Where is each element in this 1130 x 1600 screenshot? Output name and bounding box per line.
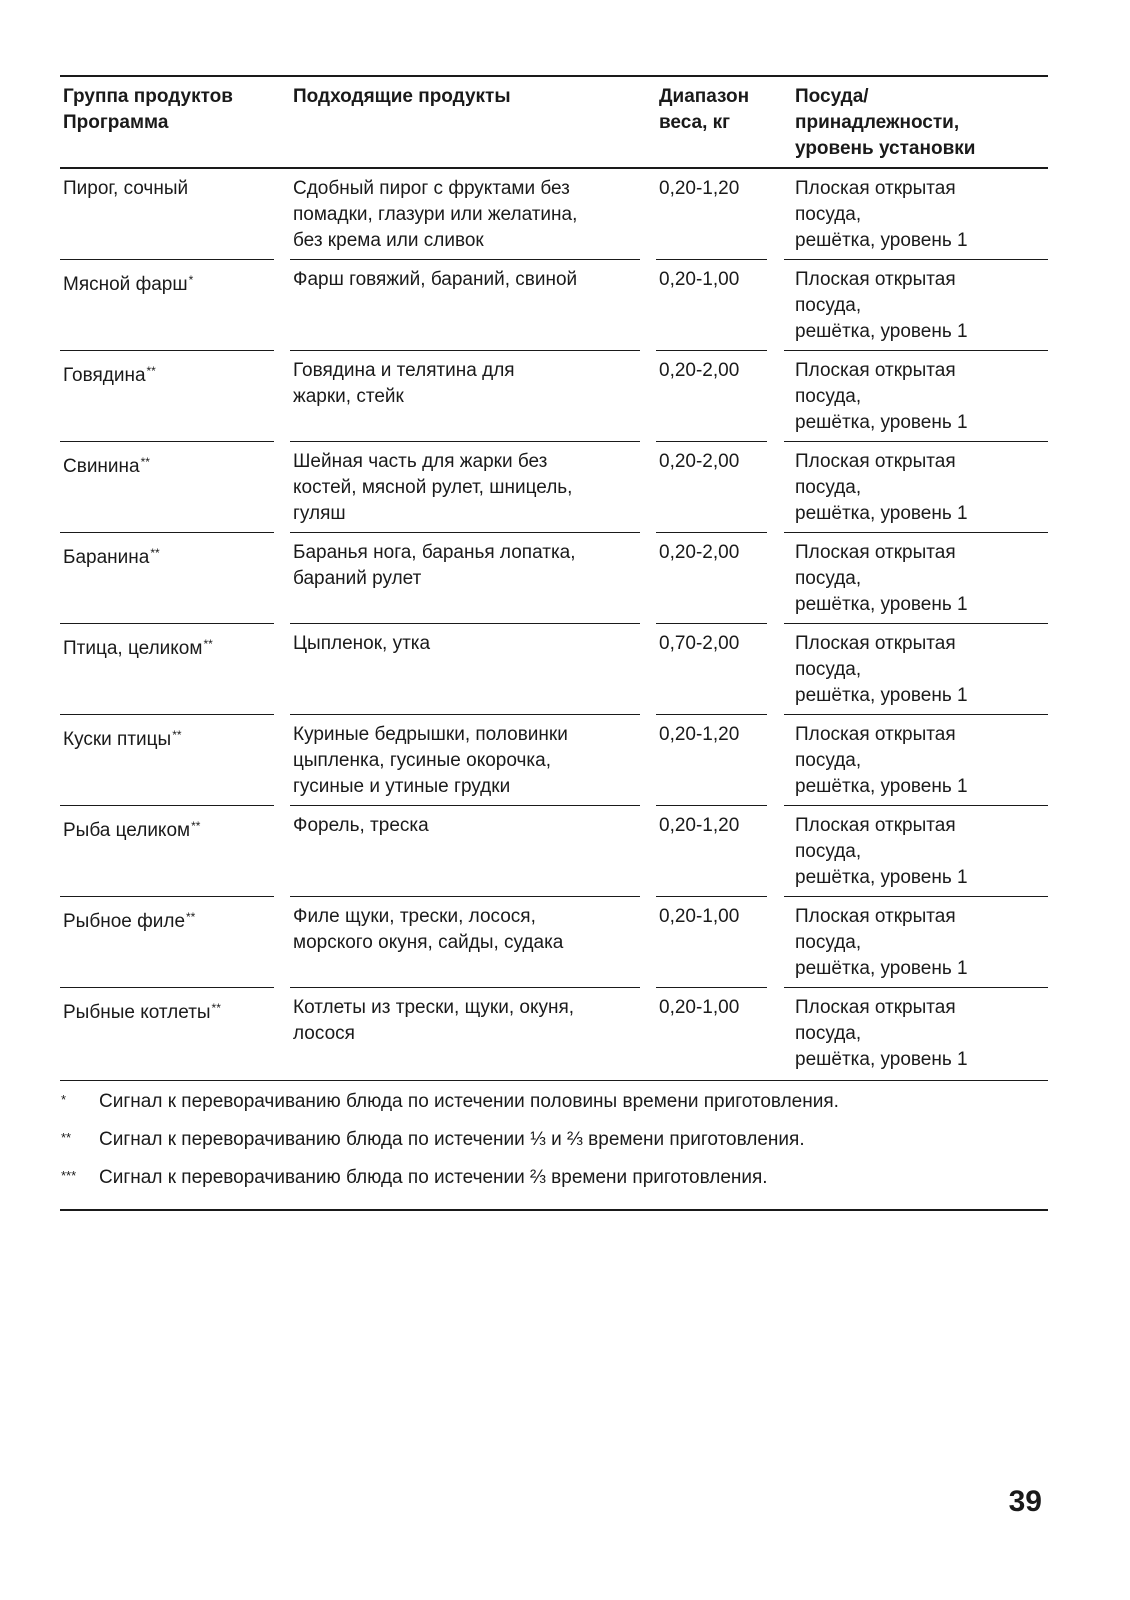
footnote-mark: **: [211, 1001, 221, 1015]
header-dish-line: Посуда/: [795, 86, 869, 107]
table-body: [60, 169, 1048, 1081]
row-group: [63, 904, 275, 935]
row-dish: Плоская открытая посуда, решётка, уровень 1: [795, 815, 968, 888]
table-row: [60, 442, 1048, 533]
row-group: [63, 995, 275, 1026]
row-dish: Плоская открытая посуда, решётка, уровень 1: [795, 178, 968, 251]
row-group: [63, 267, 275, 298]
row-products: Куриные бедрышки, половинки цыпленка, гусиные окорочка, гусиные и утиные грудки: [293, 724, 568, 797]
header-products-line: Подходящие продукты: [293, 86, 511, 107]
row-products: Котлеты из трески, щуки, окуня, лосося: [293, 997, 575, 1044]
footnote: [60, 1127, 1048, 1165]
group-name: Мясной фарш: [63, 274, 188, 295]
group-name: Говядина: [63, 365, 146, 386]
table-header: [60, 75, 1048, 169]
row-weight-range: 0,20-2,00: [659, 360, 740, 381]
footnote-mark: **: [146, 364, 156, 378]
row-group: [63, 813, 275, 844]
header-group-line: Группа продуктов: [63, 86, 233, 107]
group-name: Баранина: [63, 547, 150, 568]
footnote-text: Сигнал к переворачиванию блюда по истечении половины времени приготовления.: [99, 1091, 839, 1112]
header-range: [659, 84, 777, 136]
group-name: Рыба целиком: [63, 820, 191, 841]
row-weight-range: 0,20-1,20: [659, 815, 740, 836]
program-table: [60, 75, 1048, 1211]
header-products: [293, 84, 653, 110]
table-row: [60, 806, 1048, 897]
table-row: [60, 260, 1048, 351]
table-row: [60, 351, 1048, 442]
row-products: Баранья нога, баранья лопатка, бараний рулет: [293, 542, 576, 589]
footnote: [60, 1089, 1048, 1127]
row-products: Форель, треска: [293, 815, 429, 836]
group-name: Свинина: [63, 456, 140, 477]
table-row: [60, 715, 1048, 806]
header-level-line: уровень установки: [795, 138, 976, 159]
table-row: [60, 624, 1048, 715]
row-group: [63, 722, 275, 753]
header-dish: [795, 84, 1048, 162]
row-weight-range: 0,70-2,00: [659, 633, 740, 654]
footnote-mark: **: [140, 455, 150, 469]
row-weight-range: 0,20-1,00: [659, 269, 740, 290]
footnote-mark: **: [172, 728, 182, 742]
footnote-mark: **: [203, 637, 213, 651]
row-group: [63, 176, 275, 202]
row-dish: Плоская открытая посуда, решётка, уровень 1: [795, 724, 968, 797]
row-weight-range: 0,20-2,00: [659, 451, 740, 472]
footnote-mark: **: [150, 546, 160, 560]
header-accessories-line: принадлежности,: [795, 112, 960, 133]
row-products: Цыпленок, утка: [293, 633, 431, 654]
footnote-text: Сигнал к переворачиванию блюда по истечении ⅓ и ⅔ времени приготовления.: [99, 1129, 805, 1150]
row-products: Филе щуки, трески, лосося, морского окуня, сайды, судака: [293, 906, 564, 953]
row-dish: Плоская открытая посуда, решётка, уровень 1: [795, 360, 968, 433]
footnote-text: Сигнал к переворачиванию блюда по истечении ⅔ времени приготовления.: [99, 1167, 768, 1188]
row-products: Шейная часть для жарки без костей, мясной рулет, шницель, гуляш: [293, 451, 573, 524]
page-number: 39: [1008, 1485, 1042, 1518]
row-group: [63, 449, 275, 480]
footnote-mark: *: [188, 273, 194, 287]
row-dish: Плоская открытая посуда, решётка, уровень 1: [795, 906, 968, 979]
row-dish: Плоская открытая посуда, решётка, уровень 1: [795, 451, 968, 524]
footnote-mark: **: [186, 910, 196, 924]
row-weight-range: 0,20-1,20: [659, 724, 740, 745]
header-group: [63, 84, 275, 136]
group-name: Пирог, сочный: [63, 178, 189, 199]
row-weight-range: 0,20-1,00: [659, 997, 740, 1018]
footnotes: [60, 1081, 1048, 1211]
table-row: [60, 988, 1048, 1081]
footnote-mark: *: [61, 1092, 67, 1107]
row-dish: Плоская открытая посуда, решётка, уровень 1: [795, 269, 968, 342]
header-program-line: Программа: [63, 112, 169, 133]
footnote-mark: **: [61, 1130, 72, 1145]
row-group: [63, 540, 275, 571]
row-dish: Плоская открытая посуда, решётка, уровень 1: [795, 997, 968, 1070]
row-weight-range: 0,20-2,00: [659, 542, 740, 563]
footnote-mark: **: [191, 819, 201, 833]
footnote: [60, 1165, 1048, 1203]
group-name: Куски птицы: [63, 729, 172, 750]
row-products: Фарш говяжий, бараний, свиной: [293, 269, 578, 290]
header-range-unit-line: веса, кг: [659, 112, 731, 133]
row-products: Сдобный пирог с фруктами без помадки, глазури или желатина, без крема или сливок: [293, 178, 578, 251]
footnote-mark: ***: [61, 1168, 77, 1183]
header-range-line: Диапазон: [659, 86, 750, 107]
group-name: Птица, целиком: [63, 638, 203, 659]
row-dish: Плоская открытая посуда, решётка, уровень 1: [795, 633, 968, 706]
table-row: [60, 897, 1048, 988]
row-products: Говядина и телятина для жарки, стейк: [293, 360, 515, 407]
table-row: [60, 533, 1048, 624]
row-dish: Плоская открытая посуда, решётка, уровень 1: [795, 542, 968, 615]
row-weight-range: 0,20-1,20: [659, 178, 740, 199]
table-row: [60, 169, 1048, 260]
group-name: Рыбное филе: [63, 911, 186, 932]
group-name: Рыбные котлеты: [63, 1002, 211, 1023]
row-weight-range: 0,20-1,00: [659, 906, 740, 927]
row-group: [63, 358, 275, 389]
row-group: [63, 631, 275, 662]
